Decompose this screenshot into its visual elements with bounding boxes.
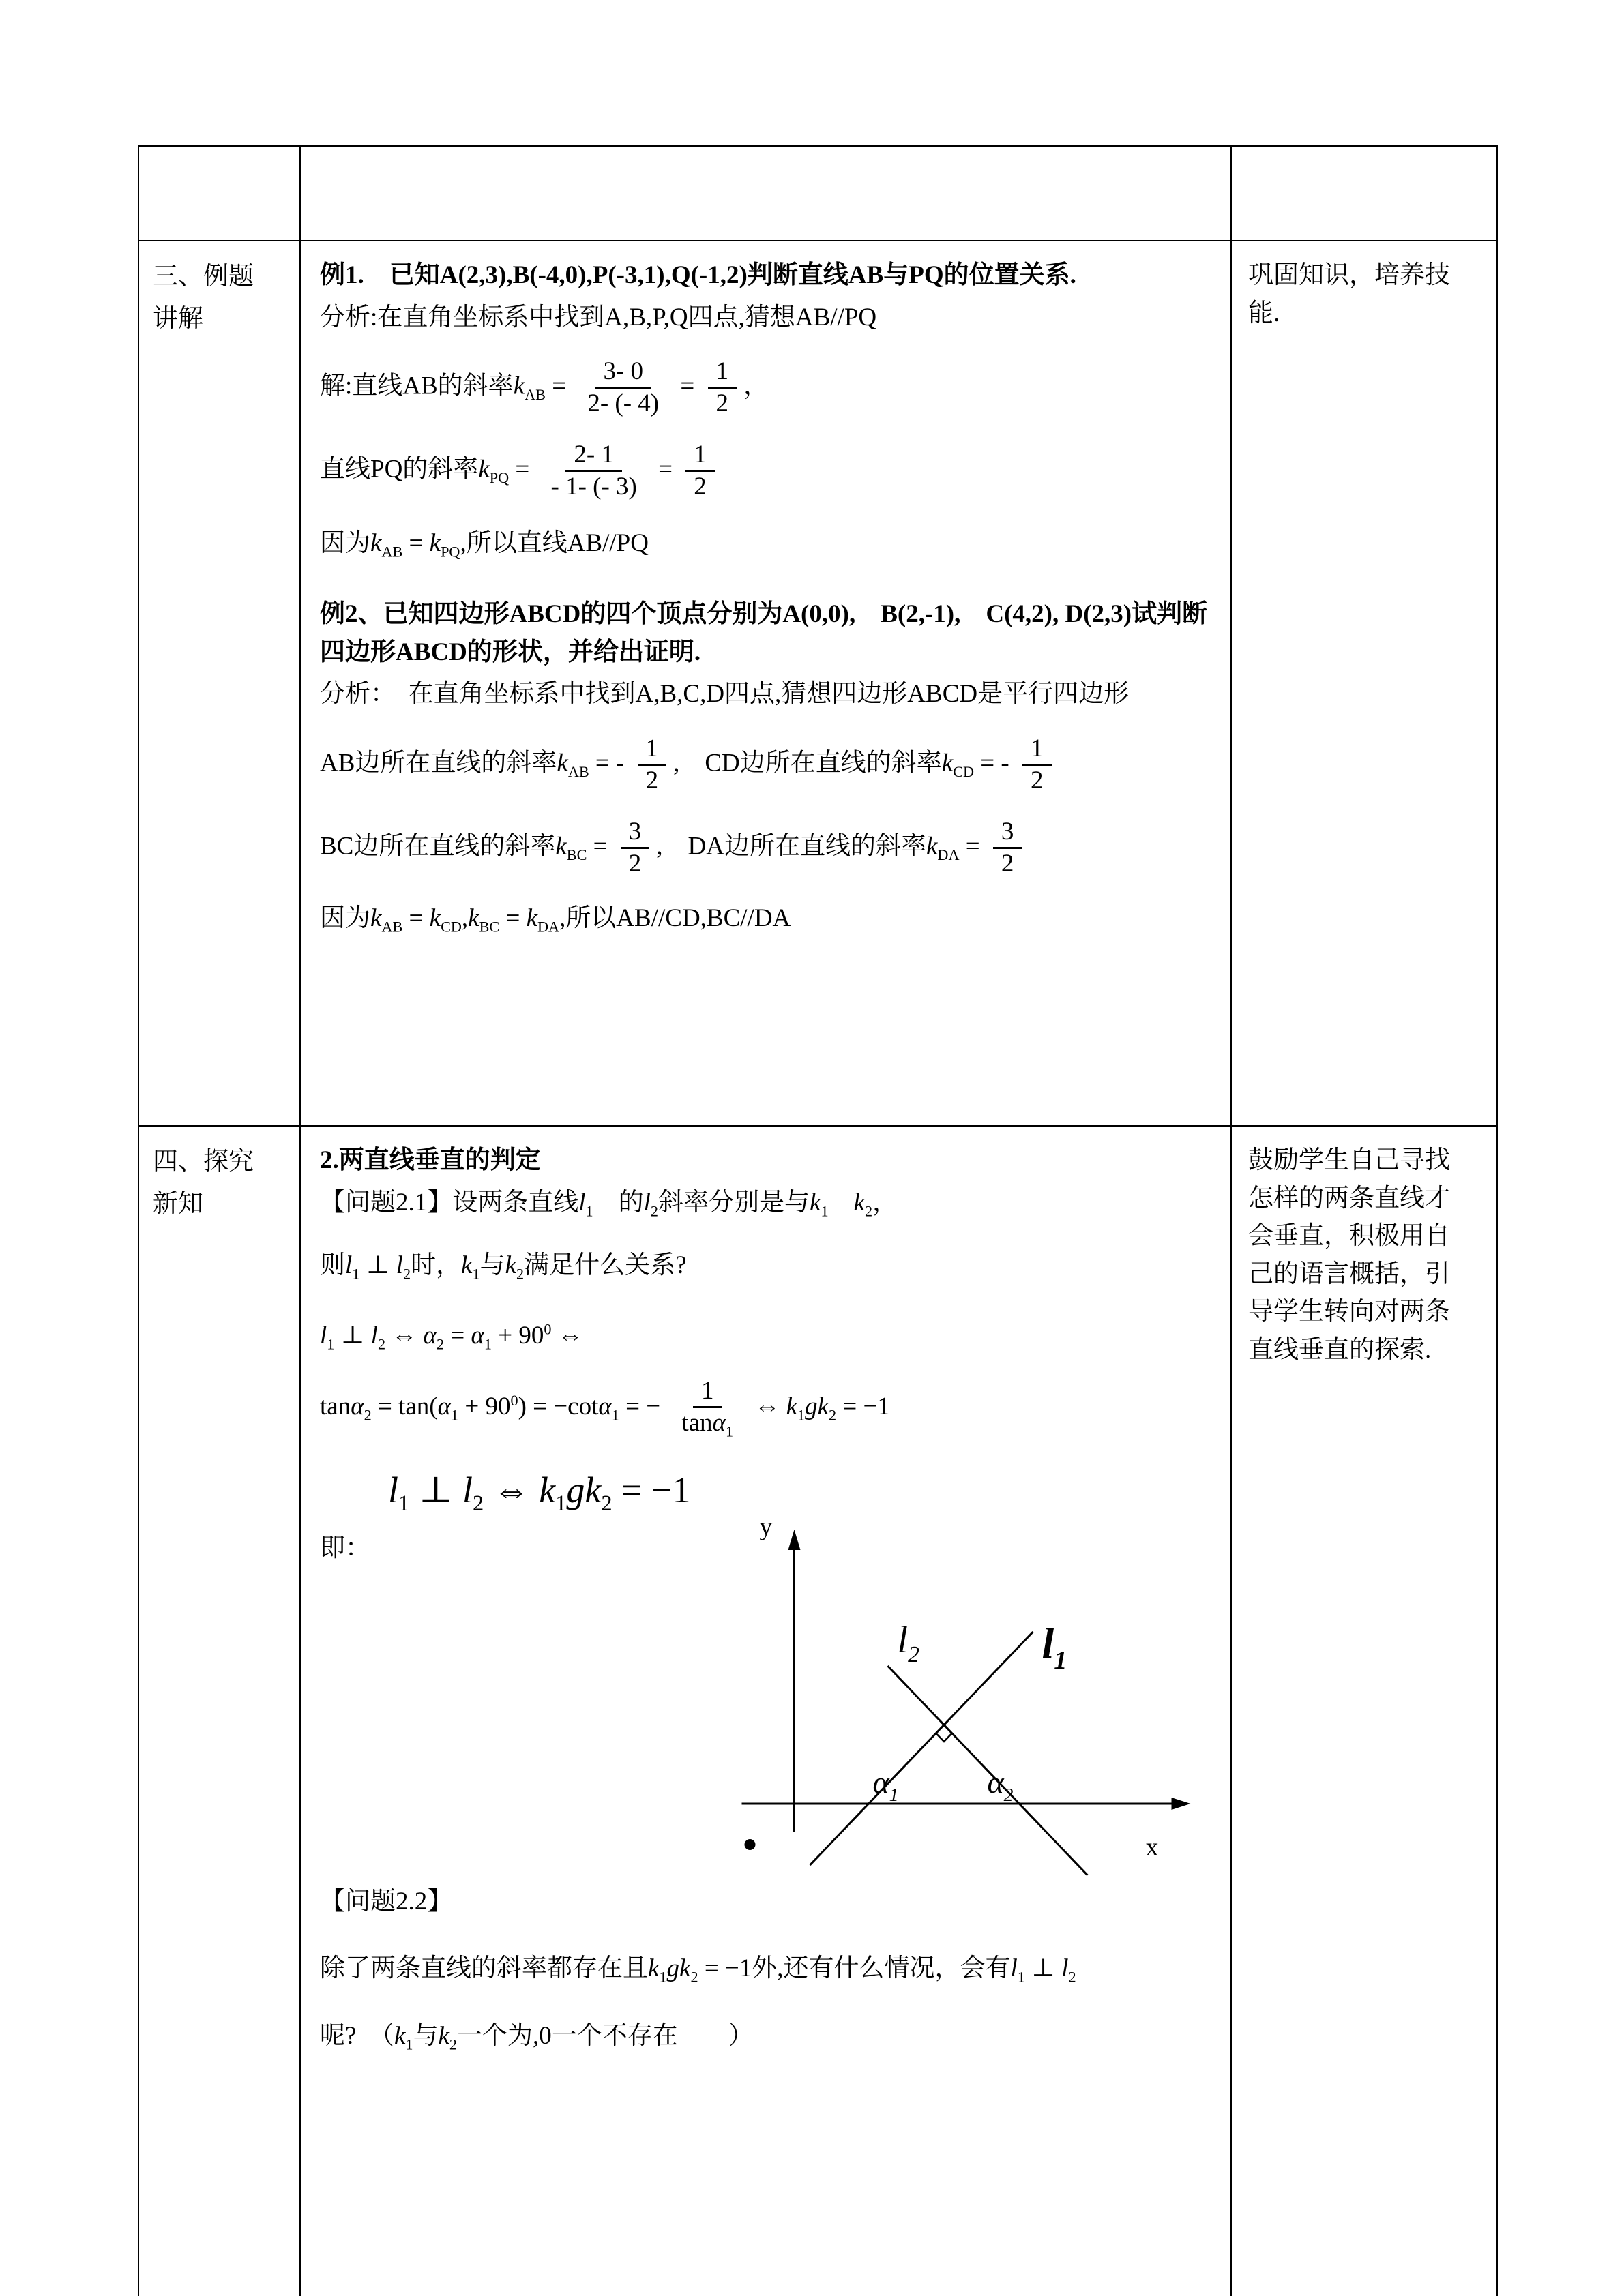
example1-title: 例1. 已知A(2,3),B(-4,0),P(-3,1),Q(-1,2)判断直线AB与PQ的位置关系.	[320, 261, 1076, 289]
examples-teaching-note	[1230, 241, 1496, 1125]
section-label-line: 新知	[153, 1189, 203, 1218]
angle-alpha1-label: $\alpha_1$	[872, 1765, 899, 1806]
empty-cell-left	[139, 147, 299, 240]
example1-solution-ab: 解:直线AB的斜率$k_{AB}$ = $\frac{3- 0}{2- (- 4)}$ = $\frac{1}{2}$ ，	[320, 357, 769, 418]
derivation-line2: $\tan\alpha_2 = \tan(\alpha_1 + 90^0) = -\cot\alpha_1$ = − $\frac{1}{\tan\alpha_1}$ ⇔ $k_1gk_2 = -1$	[320, 1376, 890, 1440]
question-2-2-answer: 呢? （$k_1$与$k_2$一个为,0一个不存在 ）	[320, 2021, 754, 2053]
example2-slopes-bc-da: BC边所在直线的斜率$k_{BC}$ = $\frac{3}{2}$ , DA边所在直线的斜率$k_{DA}$ = $\frac{3}{2}$	[320, 817, 1211, 880]
question-2-1-line1: 【问题2.1】设两条直线$l_1$ 的$l_2$斜率分别是与$k_1$ $k_2$，	[320, 1188, 898, 1219]
question-2-2-body: 除了两条直线的斜率都存在且$k_1gk_2 = -1$外,还有什么情况，会有$l_1$ ⊥ $l_2$	[320, 1954, 1076, 1986]
example2-slopes-ab-cd: AB边所在直线的斜率$k_{AB}$ = - $\frac{1}{2}$ , CD边所在直线的斜率$k_{CD}$ = - $\frac{1}{2}$	[320, 734, 1211, 796]
y-axis-arrow-icon	[788, 1530, 801, 1550]
angle-alpha2-label: $\alpha_2$	[987, 1765, 1014, 1806]
explore-teaching-note	[1230, 1127, 1496, 2296]
section-label-line: 三、例题	[153, 263, 254, 290]
perpendicular-heading: 2.两直线垂直的判定	[320, 1146, 541, 1174]
right-angle-marker	[936, 1733, 951, 1742]
derivation-line1: $l_1$ ⊥ $l_2$ ⇔ $\alpha_2 = \alpha_1 + 90^0$ ⇔	[320, 1320, 583, 1353]
result-and-figure	[320, 1512, 1211, 1879]
example2-analysis: 分析： 在直角坐标系中找到A,B,C,D四点,猜想四边形ABCD是平行四边形	[320, 680, 1130, 709]
section-label-examples	[139, 241, 299, 1125]
example1-solution-pq: 直线PQ的斜率$k_{PQ}$ = $\frac{2- 1}{- 1- (- 3)}$ = $\frac{1}{2}$	[320, 440, 1211, 503]
line-l1-label: $l_1$	[1042, 1619, 1067, 1675]
note-text: 鼓励学生自己寻找怎样的两条直线才会垂直，积极用自己的语言概括，引导学生转向对两条直线垂直的探索.	[1248, 1146, 1450, 1364]
section-label-line: 四、探究	[153, 1148, 254, 1176]
example1-conclusion: 因为$k_{AB} = k_{PQ}$,所以直线AB//PQ	[320, 528, 649, 560]
examples-content	[299, 241, 1230, 1125]
explore-content	[299, 1127, 1230, 2296]
point-dot	[745, 1839, 756, 1850]
example1-analysis: 分析:在直角坐标系中找到A,B,P,Q四点,猜想AB//PQ	[320, 303, 877, 331]
empty-cell-right	[1230, 147, 1496, 240]
table-row-examples	[139, 240, 1496, 1125]
x-axis-arrow-icon	[1172, 1798, 1191, 1810]
section-label-explore	[139, 1127, 299, 2296]
perpendicular-lines-figure	[725, 1510, 1211, 1879]
example2-conclusion: 因为$k_{AB} = k_{CD},k_{BC} = k_{DA}$,所以AB//CD,BC//DA	[320, 904, 791, 936]
y-axis-label: y	[759, 1512, 773, 1542]
namely-label: 即：	[320, 1534, 370, 1563]
question-2-1-line2: 则$l_1$ ⊥ $l_2$时，$k_1$与$k_2$满足什么关系?	[320, 1251, 687, 1283]
section-label-line: 讲解	[153, 304, 203, 333]
note-text: 巩固知识，培养技能.	[1248, 261, 1450, 327]
x-axis-label: x	[1145, 1833, 1159, 1862]
table-row-empty	[139, 147, 1496, 240]
empty-cell-mid	[299, 147, 1230, 240]
table-row-explore	[139, 1125, 1496, 2296]
line-l2-label: $l_2$	[897, 1619, 919, 1668]
question-2-2-heading: 【问题2.2】	[320, 1888, 453, 1916]
lesson-plan-table	[138, 145, 1498, 2296]
example2-title: 例2、已知四边形ABCD的四个顶点分别为A(0,0), B(2,-1), C(4,2), D(2,3)试判断四边形ABCD的形状，并给出证明.	[320, 600, 1208, 666]
perpendicular-result-formula: $l_1$ ⊥ $l_2$ ⇔ $k_1gk_2 = -1$	[388, 1469, 691, 1516]
line-l1	[810, 1632, 1033, 1865]
